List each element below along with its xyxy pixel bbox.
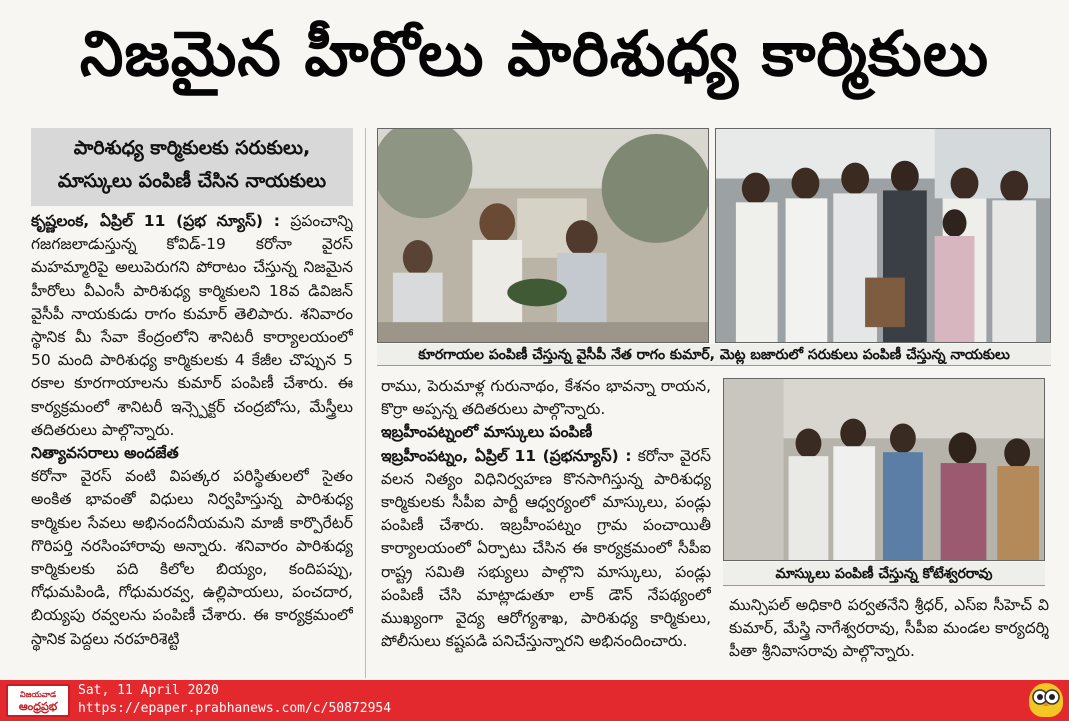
- article-1-subhead: నిత్యావసరాలు అందజేత: [31, 444, 179, 463]
- article-1-body-1: ప్రపంచాన్ని గజగజలాడుస్తున్న కోవిడ్-19 కరోనా వైరస్ మహమ్మారిపై అలుపెరుగని పోరాటం చేస్తున్న నిజమైన హీరోలు వీఎంసీ పారిశుధ్య కార్మికులని 18వ డివిజన్ వైసీపీ నాయకుడు రాగం కుమార్ తెలిపారు. శనివారం స్థానిక మీ సేవా కేంద్రంలోని శానిటరీ కార్యాలయంలో 50 మంది పారిశుధ్య కార్మికులకు 4 కేజీల చొప్పున 5 రకాల కూరగాయాలను కుమార్ పంపిణీ చేశారు. ఈ కార్యక్రమంలో శానిటరీ ఇన్స్పెక్టర్ చంద్రబోసు, మేస్త్రీలు తదితరులు పాల్గొన్నారు.: [31, 212, 353, 439]
- article-2-body: కరోనా వైరస్ వలన నిత్యం విధినిర్వహణ కొనసాగిస్తున్న పారిశుధ్య కార్మికులకు సీపీఐ పార్టీ ఆధ్వర్యంలో మాస్కులు, పండ్లు పంపిణీ చేశారు. ఇబ్రహీంపట్నం గ్రామ పంచాయితీ కార్యాలయంలో ఏర్పాటు చేసిన ఈ కార్యక్రమంలో సీపీఐ రాష్ట్ర సమితి సభ్యులు పాల్గొని మాస్కులు, పండ్లు పంపిణీ చేసి మాట్లాడుతూ లాక్ డౌన్ నేపథ్యంలో ముఖ్యంగా వైద్య ఆరోగ్యశాఖ, పారిశుధ్య కార్మికులు, పోలీసులు కష్టపడి పనిచేస్తున్నారని అభినందించారు.: [381, 446, 711, 651]
- photo-mask-distribution: [723, 378, 1045, 561]
- article-2: [381, 375, 711, 667]
- article-1: [31, 210, 353, 678]
- article-2-dateline: ఇబ్రహీంపట్నం, ఏప్రిల్ 11 (ప్రభన్యూస్) :: [381, 446, 632, 465]
- column-rule: [365, 128, 366, 678]
- logo-edition: విజయవాడ: [19, 689, 57, 699]
- subheadline-line-2: మాస్కులు పంపిణీ చేసిన నాయకులు: [57, 170, 327, 192]
- owl-icon: [1029, 683, 1063, 717]
- article-1-body-2: కరోనా వైరస్ వంటి విపత్కర పరిస్థితులలో సైతం అంకిత భావంతో విధులు నిర్వహిస్తున్న పారిశుధ్య కార్మికుల సేవలు అభినందనీయమని మాజీ కార్పొరేటర్ గొరిపర్తి నరసింహారావు అన్నారు. శనివారం పారిశుధ్య కార్మికులకు పది కిలోల బియ్యం, కందిపప్పు, గోధుమపిండి, గోధుమరవ్వ, ఉల్లిపాయలు, పంచదార, బియ్యపు రవ్వలను పంపిణీ చేశారు. ఈ కార్యక్రమంలో స్థానిక పెద్దలు నరహరిశెట్టి: [31, 467, 353, 648]
- article-2-paragraph: [381, 445, 711, 654]
- article-3: [729, 594, 1049, 668]
- subheadline-line-1: పారిశుధ్య కార్మికులకు సరుకులు,: [73, 137, 311, 159]
- caption-top-photos: కూరగాయల పంపిణీ చేస్తున్న వైసీపీ నేత రాగం కుమార్, మెట్ల బజారులో సరుకులు పంపిణీ చేస్తున్న నాయకులు: [377, 344, 1051, 366]
- article-1-paragraph-1: [31, 210, 353, 442]
- article-2-lead: రాము, పెరుమాళ్ల గురునాథం, కేశనం భావన్నా రాయన, కొర్రా అప్పన్న తదితరులు పాల్గొన్నారు.: [381, 377, 711, 419]
- subheadline-box: [31, 128, 353, 206]
- footer-bar: [0, 680, 1069, 721]
- article-3-body: మున్సిపల్ అధికారి పర్వతనేని శ్రీధర్, ఎస్ఐ సీహెచ్ వి కుమార్, మేస్త్రి నాగేశ్వరరావు, సీపీఐ మండల కార్యదర్శి పీతా శ్రీనివాసరావు పాల్గొన్నారు.: [729, 596, 1049, 661]
- article-2-subhead: ఇబ్రహీంపట్నంలో మాస్కులు పంపిణీ: [381, 423, 593, 442]
- photo-vegetable-distribution: [377, 128, 709, 343]
- footer-date: Sat, 11 April 2020: [78, 683, 219, 698]
- footer-url[interactable]: https://epaper.prabhanews.com/c/50872954: [78, 701, 392, 716]
- photo-groceries-distribution: [715, 128, 1051, 343]
- headline: నిజమైన హీరోలు పారిశుధ్య కార్మికులు: [79, 17, 990, 90]
- logo-name: ఆంధ్రప్రభ: [18, 699, 58, 713]
- article-1-dateline: కృష్ణలంక, ఏప్రిల్ 11 (ప్రభ న్యూస్) :: [31, 212, 280, 230]
- newspaper-logo[interactable]: [6, 684, 70, 717]
- caption-mask-photo: మాస్కులు పంపిణీ చేస్తున్న కోటేశ్వరరావు: [723, 562, 1045, 586]
